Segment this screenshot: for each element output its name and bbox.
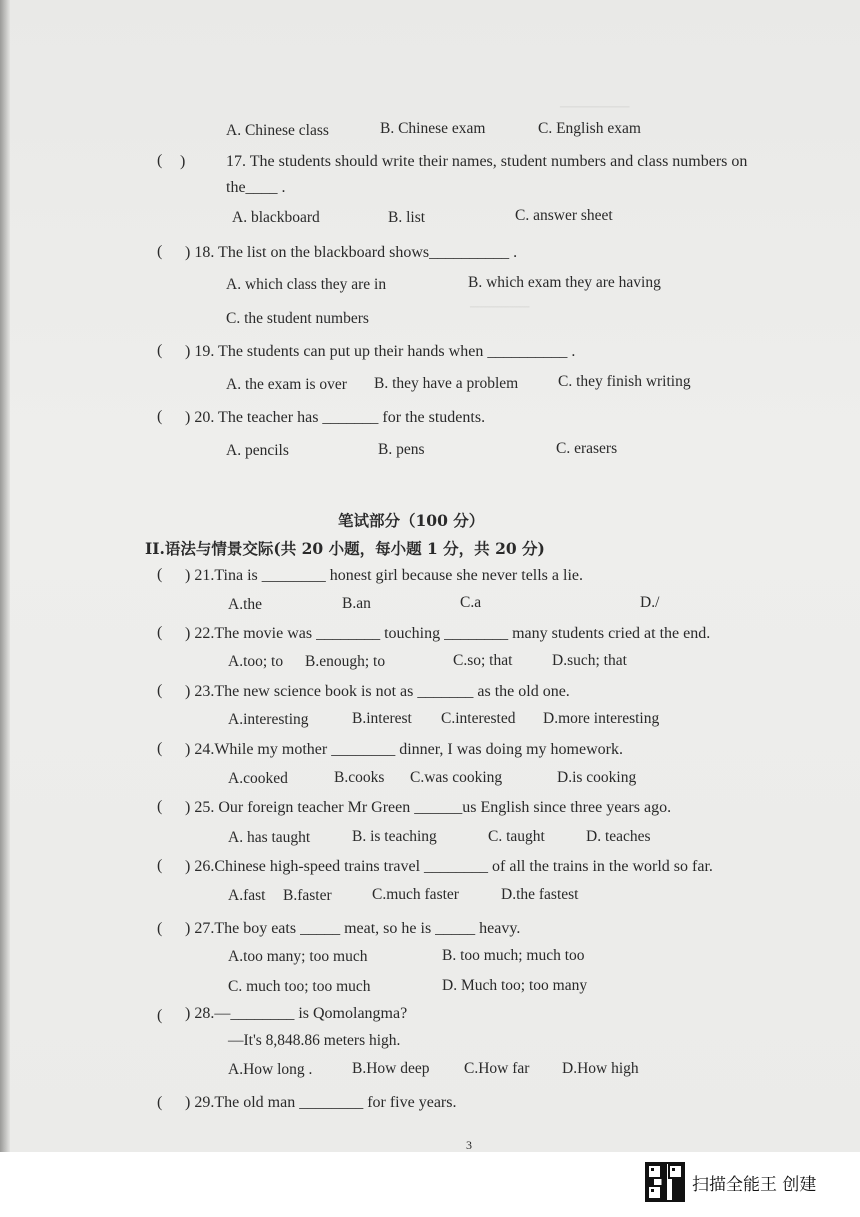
q16-option-b: B. Chinese exam [380, 120, 486, 137]
q26-option-a: A.fast [228, 887, 266, 904]
q26-option-d: D.the fastest [501, 886, 579, 903]
q20-option-a: A. pencils [226, 442, 289, 459]
q17-option-c: C. answer sheet [515, 207, 613, 224]
q19-answer-paren[interactable]: ( [157, 342, 163, 359]
q24-option-b: B.cooks [334, 769, 385, 786]
q19-option-a: A. the exam is over [226, 376, 347, 393]
q22-option-a: A.too; to [228, 653, 284, 670]
bleed-through-decor: ─────── [560, 100, 630, 115]
q17-option-a: A. blackboard [232, 209, 320, 226]
q28-option-d: D.How high [562, 1060, 639, 1077]
q21-stem: ) 21.Tina is ________ honest girl because she never tells a lie. [185, 567, 583, 584]
q20-stem: ) 20. The teacher has _______ for the students. [185, 409, 486, 426]
q28-reply: —It's 8,848.86 meters high. [228, 1032, 401, 1049]
q24-option-d: D.is cooking [557, 769, 637, 786]
q25-option-b: B. is teaching [352, 828, 437, 845]
q24-answer-paren[interactable]: ( [157, 740, 163, 757]
q18-stem: ) 18. The list on the blackboard shows__________ . [185, 244, 518, 261]
q23-answer-paren[interactable]: ( [157, 682, 163, 699]
qr-code-icon [645, 1162, 685, 1202]
q22-option-c: C.so; that [453, 652, 513, 669]
q22-option-d: D.such; that [552, 652, 627, 669]
q21-answer-paren[interactable]: ( [157, 566, 163, 583]
q19-option-b: B. they have a problem [374, 375, 519, 392]
q27-option-a: A.too many; too much [228, 948, 368, 965]
q25-option-d: D. teaches [586, 828, 651, 845]
q18-option-c: C. the student numbers [226, 310, 369, 327]
q20-answer-paren[interactable]: ( [157, 408, 163, 425]
q17-paren-close: ) [180, 153, 186, 170]
q19-stem: ) 19. The students can put up their hands when __________ . [185, 343, 576, 360]
q27-option-d: D. Much too; too many [442, 977, 588, 994]
q27-option-b: B. too much; much too [442, 947, 585, 964]
q16-option-c: C. English exam [538, 120, 641, 137]
q20-option-b: B. pens [378, 441, 425, 458]
bleed-through-decor: ────── [470, 300, 530, 315]
q27-option-c: C. much too; too much [228, 978, 371, 995]
q23-stem: ) 23.The new science book is not as _______ as the old one. [185, 683, 570, 700]
scanner-brand-label: 扫描全能王 创建 [692, 1175, 817, 1195]
q22-answer-paren[interactable]: ( [157, 624, 163, 641]
q25-stem: ) 25. Our foreign teacher Mr Green ______us English since three years ago. [185, 799, 672, 816]
q21-option-d: D./ [640, 594, 660, 611]
q29-answer-paren[interactable]: ( [157, 1094, 163, 1111]
page-edge-shadow [0, 0, 10, 1152]
q17-answer-paren[interactable]: ( [157, 152, 163, 169]
q22-option-b: B.enough; to [305, 653, 386, 670]
q26-answer-paren[interactable]: ( [157, 857, 163, 874]
q25-option-c: C. taught [488, 828, 545, 845]
q26-option-c: C.much faster [372, 886, 459, 903]
q29-stem: ) 29.The old man ________ for five years. [185, 1094, 457, 1111]
q28-option-b: B.How deep [352, 1060, 430, 1077]
q21-option-c: C.a [460, 594, 482, 611]
q28-option-c: C.How far [464, 1060, 530, 1077]
q27-answer-paren[interactable]: ( [157, 920, 163, 937]
q17-stem: 17. The students should write their names, student numbers and class numbers on [226, 153, 748, 170]
q21-option-b: B.an [342, 595, 371, 612]
q23-option-a: A.interesting [228, 711, 309, 728]
q17-stem-cont: the____ . [226, 179, 286, 196]
q18-answer-paren[interactable]: ( [157, 243, 163, 260]
q25-answer-paren[interactable]: ( [157, 798, 163, 815]
q18-option-b: B. which exam they are having [468, 274, 661, 291]
q22-stem: ) 22.The movie was ________ touching ________ many students cried at the end. [185, 625, 711, 642]
page-number: 3 [466, 1138, 472, 1152]
q23-option-b: B.interest [352, 710, 412, 727]
q20-option-c: C. erasers [556, 440, 618, 457]
q28-stem: ) 28.—________ is Qomolangma? [185, 1005, 408, 1022]
q25-option-a: A. has taught [228, 829, 311, 846]
q21-option-a: A.the [228, 596, 263, 613]
q27-stem: ) 27.The boy eats _____ meat, so he is _____ heavy. [185, 920, 521, 937]
q24-option-a: A.cooked [228, 770, 288, 787]
q16-option-a: A. Chinese class [226, 122, 329, 139]
q23-option-c: C.interested [441, 710, 516, 727]
q28-answer-paren[interactable]: ( [157, 1007, 163, 1024]
q24-stem: ) 24.While my mother ________ dinner, I was doing my homework. [185, 741, 623, 758]
q28-option-a: A.How long . [228, 1061, 313, 1078]
q19-option-c: C. they finish writing [558, 373, 691, 390]
q17-option-b: B. list [388, 209, 426, 226]
section-2-title: II.语法与情景交际(共 20 小题，每小题 1 分，共 20 分) [145, 539, 545, 558]
written-part-title: 笔试部分（100 分） [338, 511, 485, 530]
q23-option-d: D.more interesting [543, 710, 660, 727]
q18-option-a: A. which class they are in [226, 276, 387, 293]
q24-option-c: C.was cooking [410, 769, 503, 786]
q26-stem: ) 26.Chinese high-speed trains travel ________ of all the trains in the world so far. [185, 858, 713, 875]
q26-option-b: B.faster [283, 887, 332, 904]
